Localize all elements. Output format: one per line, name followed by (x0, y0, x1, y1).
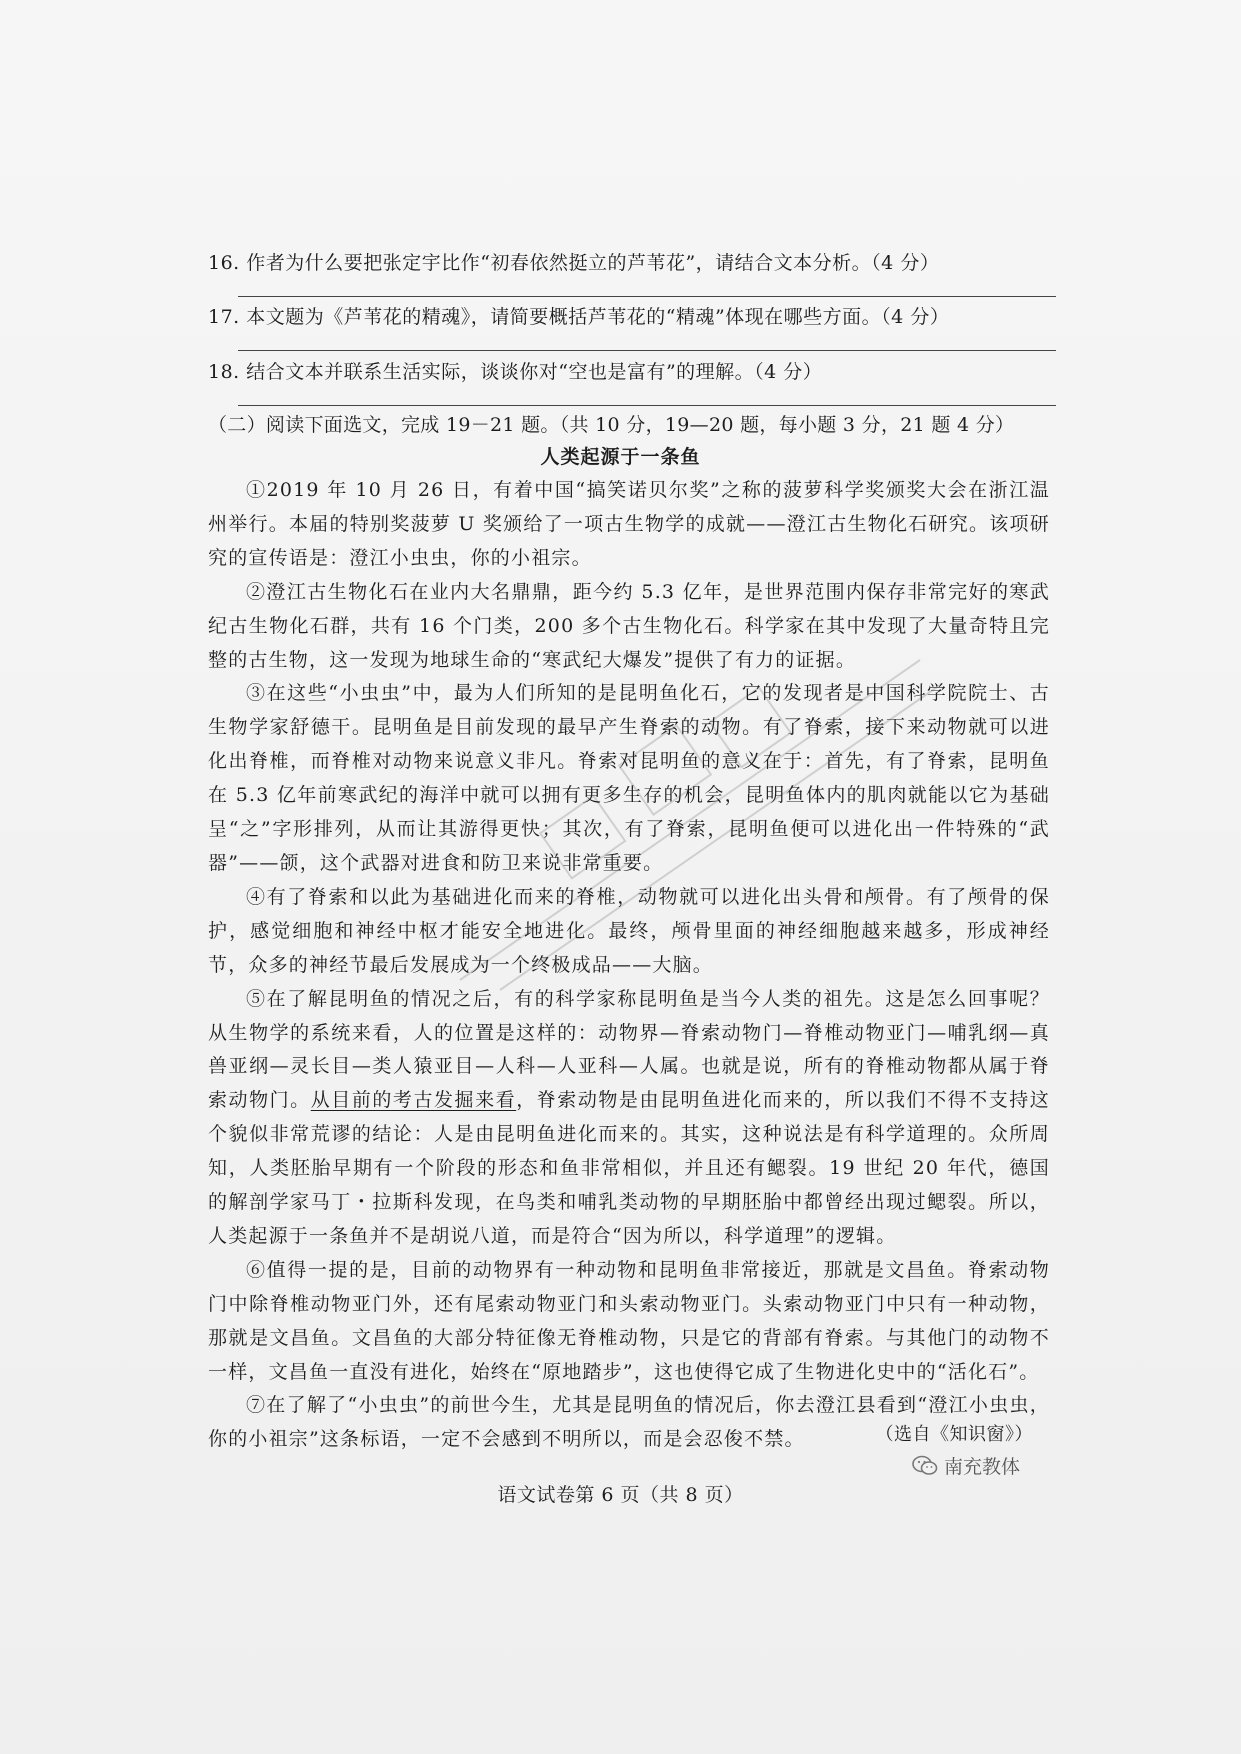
paragraph-5-part-a: ⑤在了解昆明鱼的情况之后，有的科学家称昆明鱼是当今人类的祖先。这是怎么回事呢？从生物学的系统来看，人的位置是这样的：动物界—脊索动物门—脊椎动物亚门—哺乳纲—真兽亚纲—灵长目—类人猿亚目—人科—人亚科—人属。也就是说，所有的脊椎动物都从属于脊索动物门。 (208, 987, 1050, 1112)
page-footer: 语文试卷第 6 页（共 8 页） (497, 1484, 744, 1506)
answer-line-17 (238, 350, 1056, 351)
question-18: 18. 结合文本并联系生活实际，谈谈你对“空也是富有”的理解。（4 分） (208, 361, 823, 383)
question-17: 17. 本文题为《芦苇花的精魂》，请简要概括芦苇花的“精魂”体现在哪些方面。（4 分） (208, 306, 950, 328)
paragraph-5 (208, 983, 1050, 1254)
paragraph-1: ①2019 年 10 月 26 日，有着中国“搞笑诺贝尔奖”之称的菠萝科学奖颁奖大会在浙江温州举行。本届的特别奖菠萝 U 奖颁给了一项古生物学的成就——澄江古生物化石研究。该项研究的宣传语是：澄江小虫虫，你的小祖宗。 (208, 479, 1050, 569)
underlined-phrase: 从目前的考古发掘来看 (310, 1089, 517, 1112)
paragraph-6: ⑥值得一提的是，目前的动物界有一种动物和昆明鱼非常接近，那就是文昌鱼。脊索动物门中除脊椎动物亚门外，还有尾索动物亚门和头索动物亚门。头索动物亚门中只有一种动物，那就是文昌鱼。文昌鱼的大部分特征像无脊椎动物，只是它的背部有脊索。与其他门的动物不一样，文昌鱼一直没有进化，始终在“原地踏步”，这也使得它成了生物进化史中的“活化石”。 (208, 1258, 1050, 1383)
wechat-badge (912, 1452, 1020, 1479)
article-title: 人类起源于一条鱼 (540, 446, 701, 468)
question-16: 16. 作者为什么要把张定宇比作“初春依然挺立的芦苇花”，请结合文本分析。（4 分） (208, 252, 940, 274)
source-citation: （选自《知识窗》） (875, 1424, 1033, 1445)
paragraph-7: ⑦在了解了“小虫虫”的前世今生，尤其是昆明鱼的情况后，你去澄江县看到“澄江小虫虫，你的小祖宗”这条标语，一定不会感到不明所以，而是会忍俊不禁。 (208, 1394, 1050, 1451)
answer-line-18 (238, 405, 1056, 406)
wechat-account-name: 南充教体 (944, 1456, 1021, 1478)
section-heading: （二）阅读下面选文，完成 19－21 题。（共 10 分，19—20 题，每小题 3 分，21 题 4 分） (208, 414, 1015, 436)
answer-line-16 (238, 296, 1056, 297)
wechat-icon (912, 1455, 938, 1477)
paragraph-4: ④有了脊索和以此为基础进化而来的脊椎，动物就可以进化出头骨和颅骨。有了颅骨的保护，感觉细胞和神经中枢才能安全地进化。最终，颅骨里面的神经细胞越来越多，形成神经节，众多的神经节最后发展成为一个终极成品——大脑。 (208, 885, 1050, 976)
paragraph-5-part-b: ，脊索动物是由昆明鱼进化而来的，所以我们不得不支持这个貌似非常荒谬的结论：人是由昆明鱼进化而来的。其实，这种说法是有科学道理的。众所周知，人类胚胎早期有一个阶段的形态和鱼非常相似，并且还有鳃裂。19 世纪 20 年代，德国的解剖学家马丁・拉斯科发现，在鸟类和哺乳类动物的早期胚胎中都曾经出现过鳃裂。所以，人类起源于一条鱼并不是胡说八道，而是符合“因为所以，科学道理”的逻辑。 (208, 1089, 1050, 1247)
paragraph-3: ③在这些“小虫虫”中，最为人们所知的是昆明鱼化石，它的发现者是中国科学院院士、古生物学家舒德干。昆明鱼是目前发现的最早产生脊索的动物。有了脊索，接下来动物就可以进化出脊椎，而脊椎对动物来说意义非凡。脊索对昆明鱼的意义在于：首先，有了脊索，昆明鱼在 5.3 亿年前寒武纪的海洋中就可以拥有更多生存的机会，昆明鱼体内的肌肉就能以它为基础呈“之”字形排列，从而让其游得更快；其次，有了脊索，昆明鱼便可以进化出一件特殊的“武器”——颌，这个武器对进食和防卫来说非常重要。 (208, 682, 1050, 874)
article-body (208, 474, 1050, 1457)
paragraph-2: ②澄江古生物化石在业内大名鼎鼎，距今约 5.3 亿年，是世界范围内保存非常完好的寒武纪古生物化石群，共有 16 个门类，200 多个古生物化石。科学家在其中发现了大量奇特且完整的古生物，这一发现为地球生命的“寒武纪大爆发”提供了有力的证据。 (208, 580, 1050, 671)
